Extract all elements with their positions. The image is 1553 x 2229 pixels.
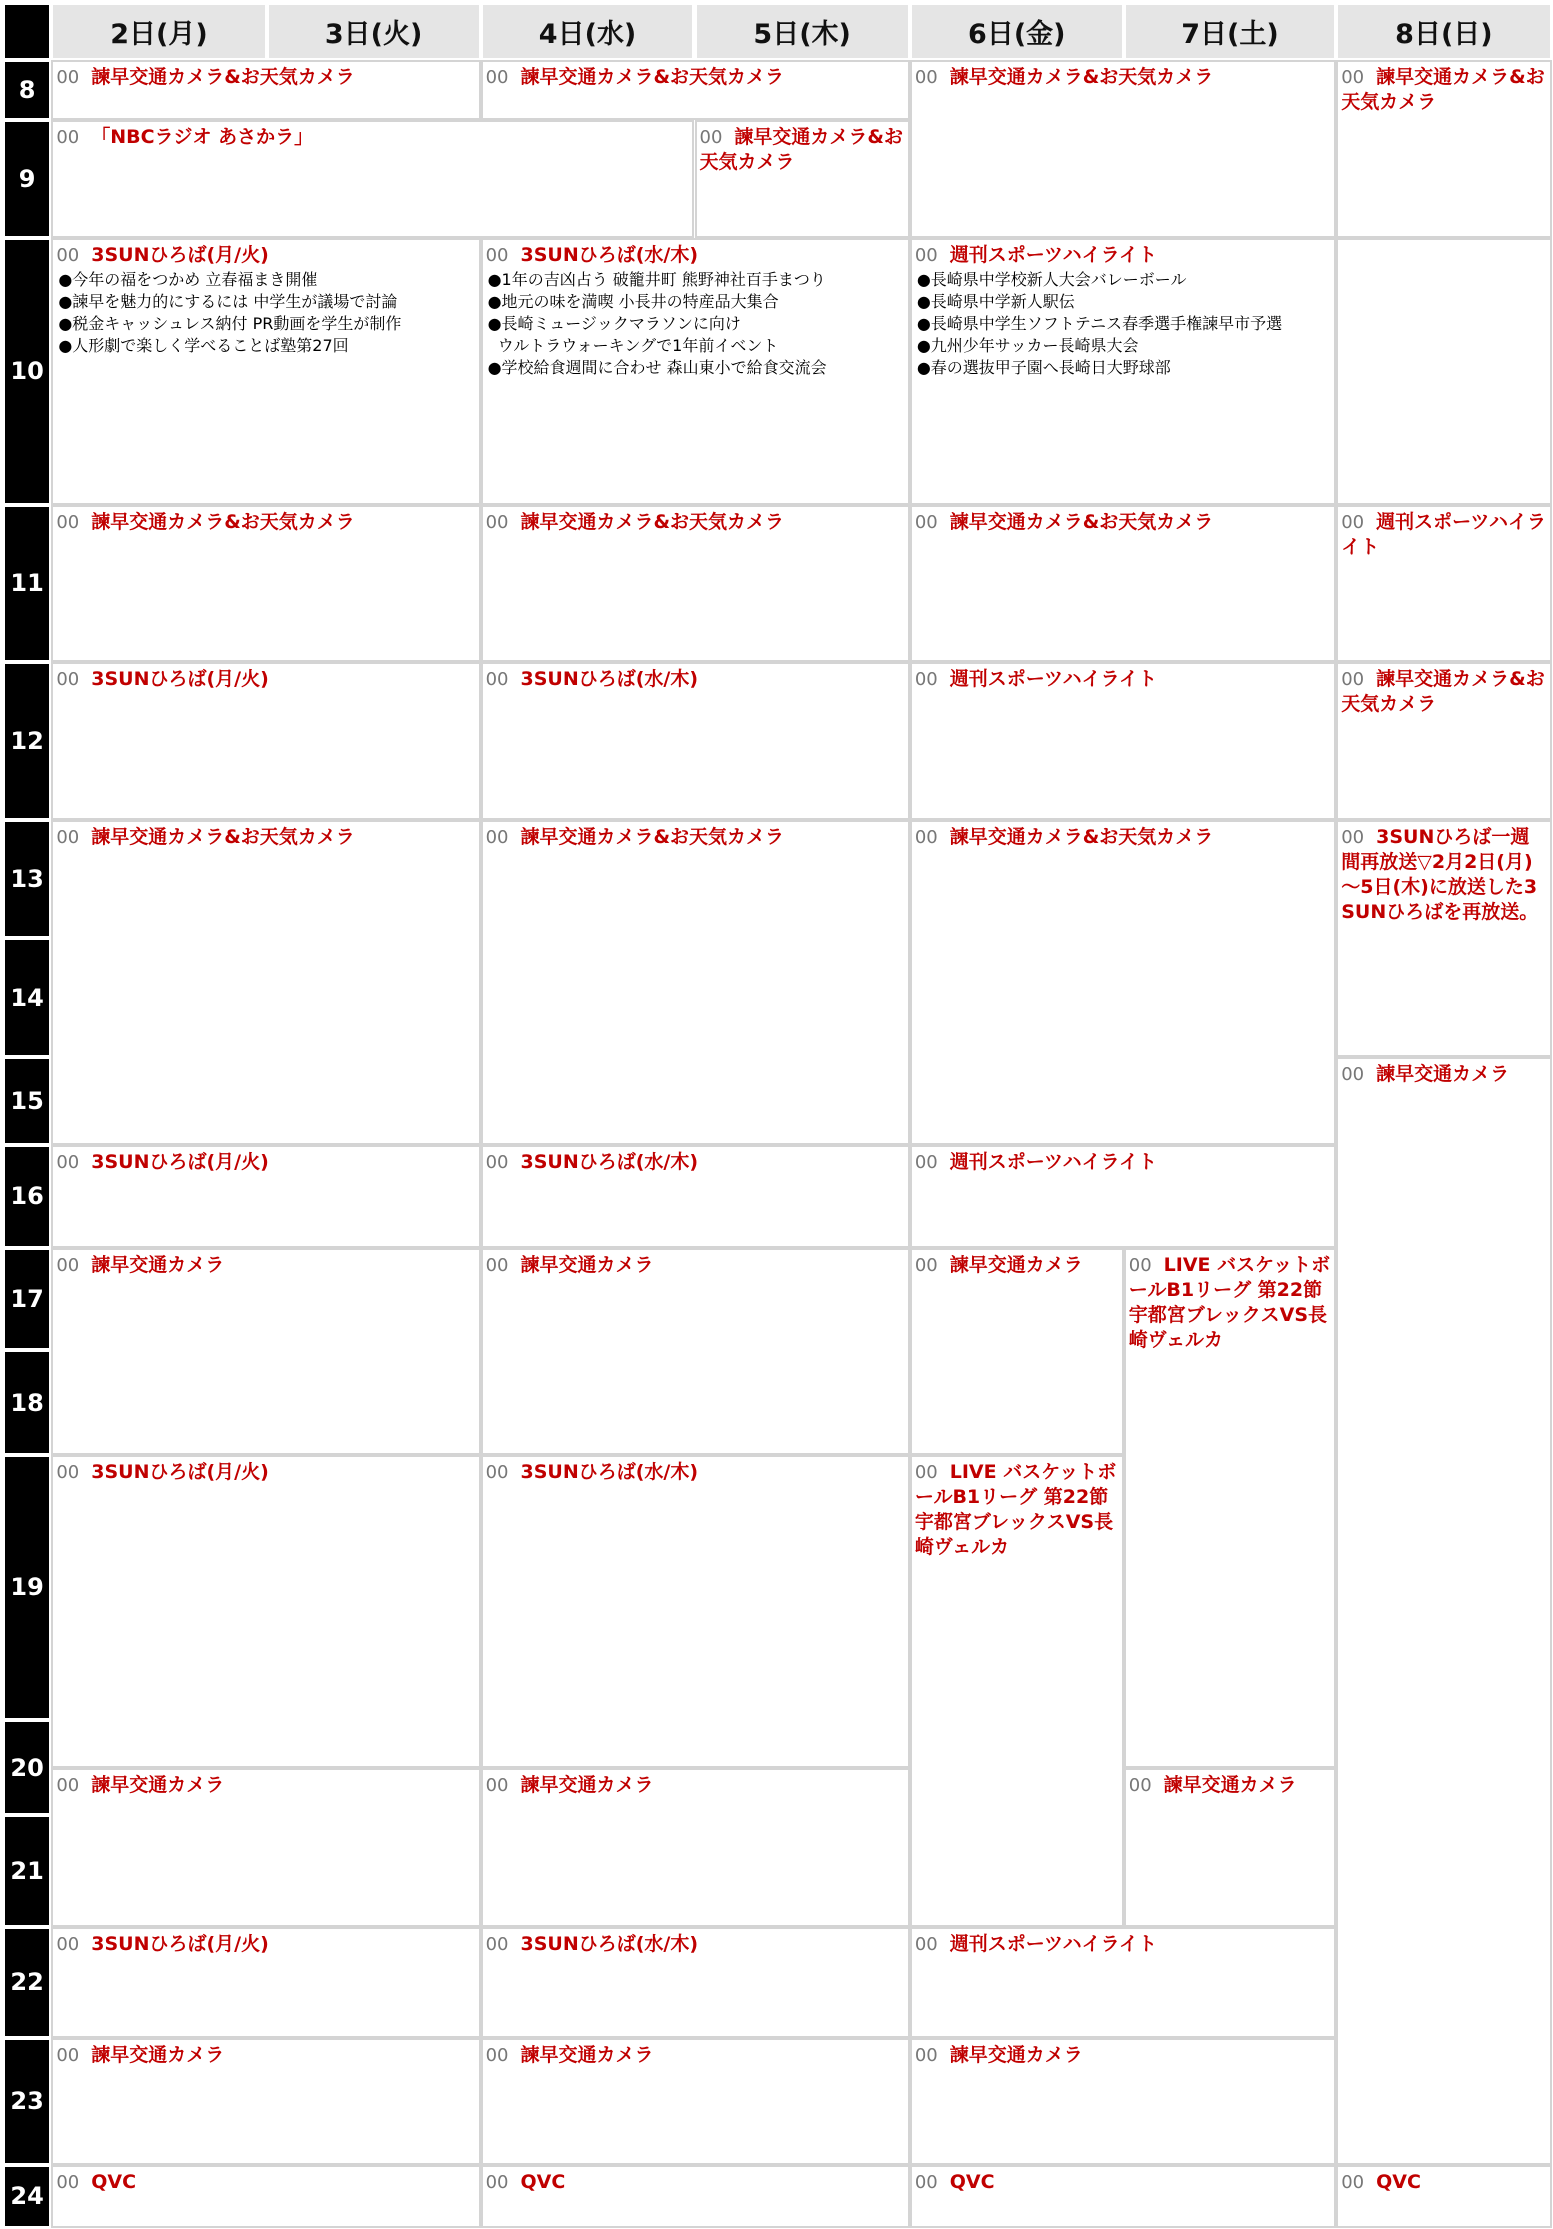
hour-label: 10 <box>3 238 51 505</box>
program-title: 諫早交通カメラ <box>949 1253 1083 1276</box>
hour-label: 17 <box>3 1248 51 1351</box>
start-minute: 00 <box>1128 1774 1152 1796</box>
program-heading <box>1341 1062 1546 1087</box>
program-cell[interactable] <box>481 1455 910 1768</box>
program-detail-line: ●長崎県中学生ソフトテニス春季選手権諫早市予選 <box>916 314 1283 334</box>
program-cell[interactable] <box>481 60 910 120</box>
program-detail-line: ●春の選抜甲子園へ長崎日大野球部 <box>916 358 1171 378</box>
program-heading <box>486 2170 905 2195</box>
program-cell[interactable] <box>910 60 1336 238</box>
program-detail-line: ●人形劇で楽しく学べることば塾第27回 <box>58 336 349 356</box>
program-cell[interactable] <box>51 662 480 820</box>
program-detail-line: ●税金キャッシュレス納付 PR動画を学生が制作 <box>58 314 402 334</box>
program-title: 諫早交通カメラ&お天気カメラ <box>91 510 355 533</box>
program-heading <box>56 1460 475 1485</box>
program-title: LIVE バスケットボールB1リーグ 第22節 宇都宮ブレックスVS長崎ヴェルカ <box>914 1460 1117 1558</box>
program-cell[interactable] <box>481 1248 910 1455</box>
program-heading <box>915 2170 1331 2195</box>
start-minute: 00 <box>485 1461 509 1483</box>
program-cell[interactable] <box>1336 1057 1551 2165</box>
program-title: 週刊スポーツハイライト <box>949 1932 1158 1955</box>
program-heading <box>56 510 475 535</box>
start-minute: 00 <box>485 1152 509 1174</box>
program-title: 諫早交通カメラ&お天気カメラ <box>91 65 355 88</box>
start-minute: 00 <box>56 1254 80 1276</box>
program-heading <box>56 1253 475 1278</box>
program-detail-line: ●1年の吉凶占う 破籠井町 熊野神社百手まつり <box>487 270 826 290</box>
program-heading <box>915 1460 1119 1560</box>
hour-label: 12 <box>3 662 51 820</box>
program-cell[interactable] <box>1336 820 1551 1057</box>
start-minute: 00 <box>56 245 80 267</box>
program-cell[interactable] <box>481 662 910 820</box>
start-minute: 00 <box>1341 826 1365 848</box>
program-cell[interactable] <box>51 505 480 662</box>
start-minute: 00 <box>1341 66 1365 88</box>
program-cell[interactable] <box>481 1768 910 1927</box>
program-heading <box>486 1932 905 1957</box>
program-detail-line: ●長崎ミュージックマラソンに向け <box>487 314 741 334</box>
program-heading <box>915 1150 1331 1175</box>
program-detail-line: ●九州少年サッカー長崎県大会 <box>916 336 1139 356</box>
program-detail-line: ●諫早を魅力的にするには 中学生が議場で討論 <box>58 292 398 312</box>
start-minute: 00 <box>914 245 938 267</box>
program-heading <box>486 243 905 268</box>
program-title: QVC <box>91 2170 137 2193</box>
program-cell[interactable] <box>481 2038 910 2165</box>
day-header: 8日(日) <box>1336 3 1551 60</box>
program-title: QVC <box>1376 2170 1421 2193</box>
program-title: 諫早交通カメラ <box>520 1253 654 1276</box>
program-heading <box>1129 1253 1331 1353</box>
start-minute: 00 <box>1128 1254 1152 1276</box>
start-minute: 00 <box>56 66 80 88</box>
program-heading <box>915 667 1331 692</box>
hour-label: 18 <box>3 1350 51 1454</box>
program-title: 「NBCラジオ あさかラ」 <box>91 125 314 148</box>
program-cell[interactable] <box>1336 2165 1551 2228</box>
program-detail-line: ウルトラウォーキングで1年前イベント <box>487 336 779 356</box>
start-minute: 00 <box>56 826 80 848</box>
program-heading <box>486 1253 905 1278</box>
program-title: 3SUNひろば(月/火) <box>91 1151 269 1174</box>
program-heading <box>56 2170 475 2195</box>
program-title: 3SUNひろば一週間再放送▽2月2日(月)～5日(木)に放送した3SUNひろばを再放送。 <box>1341 825 1539 923</box>
program-cell[interactable] <box>481 820 910 1145</box>
program-title: 週刊スポーツハイライト <box>949 1151 1158 1174</box>
program-cell[interactable] <box>910 1927 1336 2038</box>
program-title: 諫早交通カメラ&お天気カメラ <box>949 825 1214 848</box>
program-title: 3SUNひろば(水/木) <box>520 667 699 690</box>
program-cell[interactable] <box>51 120 694 238</box>
program-heading <box>486 510 905 535</box>
program-title: 諫早交通カメラ <box>91 1773 225 1796</box>
program-title: 諫早交通カメラ <box>949 2043 1083 2066</box>
program-cell[interactable] <box>910 1248 1124 1455</box>
program-heading <box>486 1150 905 1175</box>
day-header: 4日(水) <box>481 3 695 60</box>
program-title: 諫早交通カメラ <box>91 2043 225 2066</box>
start-minute: 00 <box>914 1461 938 1483</box>
start-minute: 00 <box>1341 511 1365 533</box>
program-cell[interactable] <box>1336 662 1551 820</box>
program-cell[interactable] <box>910 238 1336 505</box>
program-title: 3SUNひろば(水/木) <box>520 244 699 267</box>
start-minute: 00 <box>485 245 509 267</box>
start-minute: 00 <box>914 2171 938 2193</box>
hour-label: 8 <box>3 60 51 120</box>
program-title: QVC <box>520 2170 566 2193</box>
hour-label: 22 <box>3 1927 51 2038</box>
program-heading <box>486 1773 905 1798</box>
program-cell[interactable] <box>51 1455 480 1768</box>
start-minute: 00 <box>485 511 509 533</box>
start-minute: 00 <box>914 1933 938 1955</box>
program-cell[interactable] <box>51 2038 480 2165</box>
start-minute: 00 <box>485 2171 509 2193</box>
program-cell[interactable] <box>51 1248 480 1455</box>
program-title: 諫早交通カメラ&お天気カメラ <box>520 65 785 88</box>
start-minute: 00 <box>56 1933 80 1955</box>
program-cell[interactable] <box>481 505 910 662</box>
start-minute: 00 <box>56 126 80 148</box>
program-cell[interactable] <box>695 120 910 238</box>
program-detail-line: ●今年の福をつかめ 立春福まき開催 <box>58 270 318 290</box>
program-title: 諫早交通カメラ <box>520 1773 654 1796</box>
hour-label: 21 <box>3 1815 51 1926</box>
program-heading <box>1341 2170 1546 2195</box>
program-title: 週刊スポーツハイライト <box>1341 510 1547 558</box>
day-header: 2日(月) <box>51 3 266 60</box>
program-title: 3SUNひろば(月/火) <box>91 244 269 267</box>
hour-label: 15 <box>3 1057 51 1145</box>
program-title: QVC <box>949 2170 995 2193</box>
program-heading <box>56 2043 475 2068</box>
program-title: 3SUNひろば(月/火) <box>91 1460 269 1483</box>
start-minute: 00 <box>56 2044 80 2066</box>
program-title: 3SUNひろば(水/木) <box>520 1932 699 1955</box>
start-minute: 00 <box>914 511 938 533</box>
program-title: 諫早交通カメラ&お天気カメラ <box>1341 65 1545 113</box>
start-minute: 00 <box>56 2171 80 2193</box>
program-heading <box>56 1150 475 1175</box>
program-details <box>917 269 1331 379</box>
program-title: 諫早交通カメラ <box>91 1253 225 1276</box>
program-title: 諫早交通カメラ&お天気カメラ <box>520 510 785 533</box>
program-title: 諫早交通カメラ <box>1163 1773 1297 1796</box>
program-cell[interactable] <box>51 820 480 1145</box>
program-cell[interactable] <box>51 1927 480 2038</box>
program-title: 諫早交通カメラ&お天気カメラ <box>949 510 1214 533</box>
program-cell[interactable] <box>910 1145 1336 1248</box>
program-cell[interactable] <box>481 238 910 505</box>
hour-label: 11 <box>3 505 51 662</box>
day-header: 6日(金) <box>910 3 1124 60</box>
program-cell[interactable] <box>51 1768 480 1927</box>
program-cell[interactable] <box>51 1145 480 1248</box>
program-heading <box>56 243 475 268</box>
start-minute: 00 <box>485 668 509 690</box>
program-heading <box>56 667 475 692</box>
program-heading <box>915 825 1331 850</box>
hour-label: 16 <box>3 1145 51 1248</box>
start-minute: 00 <box>485 826 509 848</box>
program-cell[interactable] <box>1124 1768 1336 1927</box>
program-heading <box>486 2043 905 2068</box>
program-cell[interactable] <box>910 2165 1336 2228</box>
program-heading <box>915 510 1331 535</box>
program-title: 週刊スポーツハイライト <box>949 667 1158 690</box>
start-minute: 00 <box>1341 2171 1365 2193</box>
start-minute: 00 <box>914 826 938 848</box>
program-detail-line: ●長崎県中学校新人大会バレーボール <box>916 270 1187 290</box>
program-title: 諫早交通カメラ&お天気カメラ <box>949 65 1214 88</box>
program-cell[interactable] <box>51 238 480 505</box>
program-title: 諫早交通カメラ&お天気カメラ <box>699 125 903 173</box>
program-title: 諫早交通カメラ&お天気カメラ <box>91 825 355 848</box>
hour-label: 14 <box>3 938 51 1056</box>
program-heading <box>915 243 1331 268</box>
start-minute: 00 <box>699 126 723 148</box>
program-title: LIVE バスケットボールB1リーグ 第22節 宇都宮ブレックスVS長崎ヴェルカ <box>1128 1253 1331 1351</box>
program-cell[interactable] <box>1336 505 1551 662</box>
start-minute: 00 <box>485 1254 509 1276</box>
program-cell[interactable] <box>51 2165 480 2228</box>
start-minute: 00 <box>56 1152 80 1174</box>
program-heading <box>486 1460 905 1485</box>
program-title: 3SUNひろば(水/木) <box>520 1460 699 1483</box>
hour-label: 19 <box>3 1455 51 1720</box>
program-heading <box>915 65 1331 90</box>
start-minute: 00 <box>485 1933 509 1955</box>
start-minute: 00 <box>914 2044 938 2066</box>
start-minute: 00 <box>914 668 938 690</box>
program-heading <box>1341 825 1546 925</box>
start-minute: 00 <box>485 2044 509 2066</box>
day-header: 7日(土) <box>1124 3 1336 60</box>
start-minute: 00 <box>1341 1063 1365 1085</box>
program-heading <box>1341 65 1546 115</box>
program-heading <box>1341 510 1546 560</box>
program-heading <box>56 1932 475 1957</box>
program-title: 諫早交通カメラ&お天気カメラ <box>520 825 785 848</box>
program-title: 3SUNひろば(水/木) <box>520 1151 699 1174</box>
program-detail-line: ●学校給食週間に合わせ 森山東小で給食交流会 <box>487 358 827 378</box>
program-title: 3SUNひろば(月/火) <box>91 1932 269 1955</box>
program-cell[interactable] <box>481 1145 910 1248</box>
program-detail-line: ●地元の味を満喫 小長井の特産品大集合 <box>487 292 779 312</box>
program-heading <box>56 825 475 850</box>
program-cell[interactable] <box>51 60 480 120</box>
program-details <box>488 269 905 379</box>
hour-label: 24 <box>3 2165 51 2228</box>
program-cell[interactable] <box>910 1455 1124 1927</box>
program-heading <box>700 125 905 175</box>
program-title: 3SUNひろば(月/火) <box>91 667 269 690</box>
start-minute: 00 <box>485 1774 509 1796</box>
program-heading <box>915 2043 1331 2068</box>
hour-label: 13 <box>3 820 51 938</box>
start-minute: 00 <box>914 66 938 88</box>
start-minute: 00 <box>56 511 80 533</box>
program-heading <box>486 825 905 850</box>
program-cell[interactable] <box>481 1927 910 2038</box>
start-minute: 00 <box>56 668 80 690</box>
program-heading <box>486 65 905 90</box>
program-title: 諫早交通カメラ <box>520 2043 654 2066</box>
program-heading <box>56 1773 475 1798</box>
program-heading <box>915 1932 1331 1957</box>
program-heading <box>1341 667 1546 717</box>
program-cell[interactable] <box>910 820 1336 1145</box>
program-heading <box>56 65 475 90</box>
start-minute: 00 <box>914 1152 938 1174</box>
program-title: 諫早交通カメラ <box>1376 1062 1510 1085</box>
start-minute: 00 <box>485 66 509 88</box>
start-minute: 00 <box>56 1774 80 1796</box>
program-cell[interactable] <box>910 505 1336 662</box>
start-minute: 00 <box>1341 668 1365 690</box>
program-details <box>58 269 475 357</box>
corner-cell <box>3 3 51 60</box>
program-cell[interactable] <box>910 2038 1336 2165</box>
program-cell[interactable] <box>910 662 1336 820</box>
program-title: 諫早交通カメラ&お天気カメラ <box>1341 667 1545 715</box>
day-header: 5日(木) <box>695 3 910 60</box>
start-minute: 00 <box>914 1254 938 1276</box>
program-heading <box>1129 1773 1331 1798</box>
program-heading <box>486 667 905 692</box>
program-heading <box>915 1253 1119 1278</box>
program-detail-line: ●長崎県中学新人駅伝 <box>916 292 1075 312</box>
hour-label: 20 <box>3 1720 51 1816</box>
program-cell[interactable] <box>1336 60 1551 238</box>
hour-label: 9 <box>3 120 51 238</box>
start-minute: 00 <box>56 1461 80 1483</box>
program-cell[interactable] <box>1124 1248 1336 1768</box>
program-cell[interactable] <box>481 2165 910 2228</box>
program-title: 週刊スポーツハイライト <box>949 244 1158 267</box>
day-header: 3日(火) <box>267 3 481 60</box>
program-heading <box>56 125 689 150</box>
program-cell[interactable] <box>1336 238 1551 505</box>
hour-label: 23 <box>3 2038 51 2165</box>
